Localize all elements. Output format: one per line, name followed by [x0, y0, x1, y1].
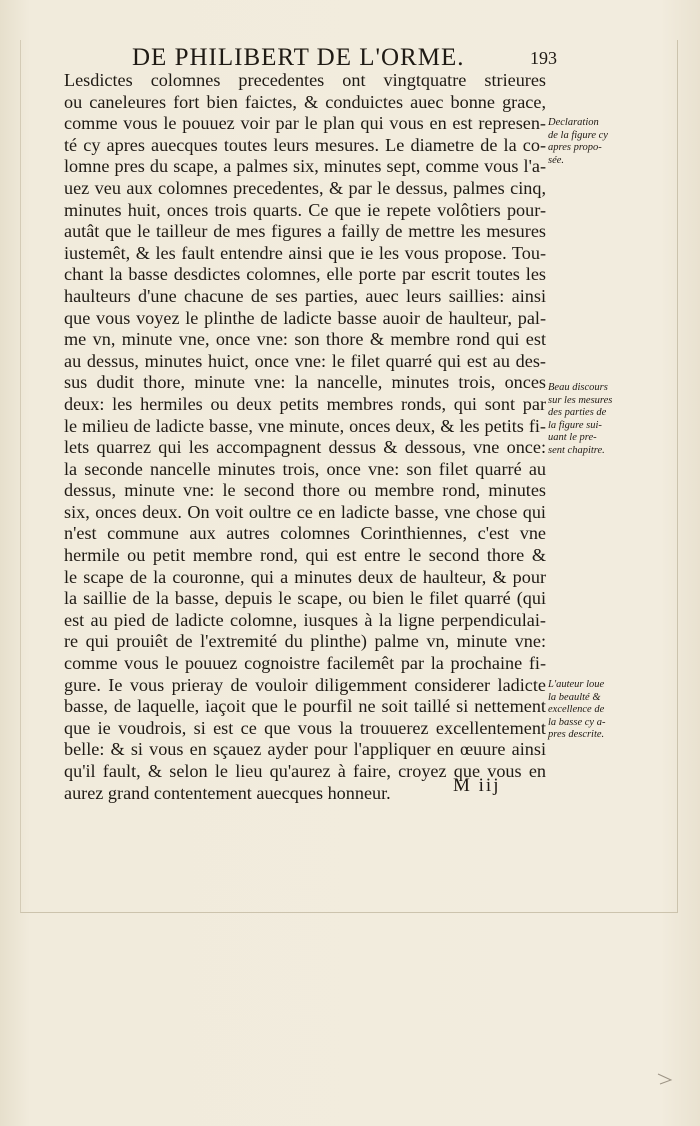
text-line: basse, de laquelle, iaçoit que le pourfil ne soit taillé si nettement [64, 696, 546, 717]
margin-note-line: Declaration [548, 117, 599, 128]
text-line: té cy apres auecques toutes leurs mesures. Le diametre de la co- [64, 134, 546, 155]
text-line: le milieu de ladicte basse, vne minute, onces deux, & les petits fi- [64, 415, 546, 436]
text-line: uez veu aux colomnes precedentes, & par le dessus, palmes cinq, [64, 177, 546, 198]
text-line: minutes huit, onces trois quarts. Ce que ie repete volôtiers pour- [64, 199, 546, 220]
margin-note-line: L'auteur loue [548, 679, 605, 690]
text-line: re qui prouiêt de l'extremité du plinthe) palme vn, minute vne: [64, 631, 546, 652]
margin-note-line: des parties de [548, 407, 607, 418]
text-line: au dessus, minutes huict, once vne: le filet quarré qui est au des- [64, 350, 546, 371]
margin-note-line: sée. [548, 154, 565, 166]
text-line: la seconde nancelle minutes trois, once vne: son filet quarré au [64, 458, 546, 479]
text-line: lets quarrez qui les accompagnent dessus & dessous, vne once: [64, 437, 546, 458]
margin-note-line: la figure sui- [548, 419, 602, 431]
margin-note-line: pres descrite. [548, 729, 605, 740]
margin-note-line: excellence de [548, 704, 605, 715]
margin-note-line: de la figure cy [548, 129, 608, 141]
margin-note-line: apres propo- [548, 142, 602, 153]
text-line: six, onces deux. On voit oultre ce en ladicte basse, vne chose qui [64, 501, 546, 522]
text-line: autât que le tailleur de mes figures a failly de mettre les mesures [64, 221, 546, 242]
corner-fold-mark [656, 1072, 674, 1086]
margin-note-line: sur les mesures [548, 394, 613, 406]
text-line: me vn, minute vne, once vne: son thore & membre rond qui est [64, 329, 546, 350]
margin-note-line: la basse cy a- [548, 716, 606, 728]
margin-note-discours [548, 382, 658, 457]
text-line: deux: les hermiles ou deux petits membres ronds, qui sont par [64, 393, 546, 414]
margin-note-declaration [548, 117, 658, 167]
text-line: lomne pres du scape, a palmes six, minutes sept, comme vous l'a- [64, 156, 546, 177]
text-line: comme vous le pouuez voir par le plan qui vous en est represen- [64, 113, 546, 134]
text-line: comme vous le pouuez cognoistre facilemêt par la prochaine fi- [64, 653, 546, 674]
text-line: dessus, minute vne: le second thore ou membre rond, minutes [64, 480, 546, 501]
text-line: haulteurs d'une chacune de ses parties, auec leurs saillies: ainsi [64, 285, 546, 306]
page-number: 193 [530, 48, 557, 68]
text-line: aurez grand contentement auecques honneur. [64, 782, 391, 803]
text-line: la saillie de la basse, depuis le scape, ou bien le filet quarré (qui [64, 588, 546, 609]
text-line: que ie voudrois, si est ce que vous la trouuerez excellentement [64, 717, 546, 738]
margin-note-auteur [548, 679, 658, 742]
text-line: chant la basse desdictes colomnes, elle porte par escrit toutes les [64, 264, 546, 285]
text-line: iustemêt, & les fault entendre ainsi que ie les vous propose. Tou- [64, 242, 546, 263]
margin-note-line: Beau discours [548, 382, 608, 393]
text-line: hermile ou petit membre rond, qui est entre le second thore & [64, 545, 546, 566]
margin-note-line: sent chapitre. [548, 444, 605, 456]
text-line: est au pied de ladicte colomne, iusques à la ligne perpendiculai- [64, 609, 546, 630]
text-line: le scape de la couronne, qui a minutes deux de haulteur, & pour [64, 566, 546, 587]
text-line: n'est commune aux autres colomnes Corinthiennes, c'est vne [64, 523, 546, 544]
text-line: qu'il fault, & selon le lieu qu'aurez à faire, croyez que vous en [64, 761, 546, 781]
text-line: gure. Ie vous prieray de vouloir diligemment considerer ladicte [64, 674, 546, 695]
margin-note-line: uant le pre- [548, 432, 597, 443]
running-head-title: DE PHILIBERT DE L'ORME. [132, 44, 465, 71]
body-text [64, 70, 546, 804]
text-line: que vous voyez le plinthe de ladicte basse auoir de haulteur, pal- [64, 307, 546, 328]
text-line: belle: & si vous en sçauez ayder pour l'appliquer en œuure ainsi [64, 739, 546, 760]
margin-note-line: la beaulté & [548, 691, 601, 703]
text-line: ou caneleures fort bien faictes, & conduictes auec bonne grace, [64, 91, 546, 112]
text-line: Lesdictes colomnes precedentes ont vingtquatre strieures [64, 70, 546, 90]
text-line: sus dudit thore, minute vne: la nancelle, minutes trois, onces [64, 372, 546, 393]
signature-mark: M iij [453, 775, 501, 796]
